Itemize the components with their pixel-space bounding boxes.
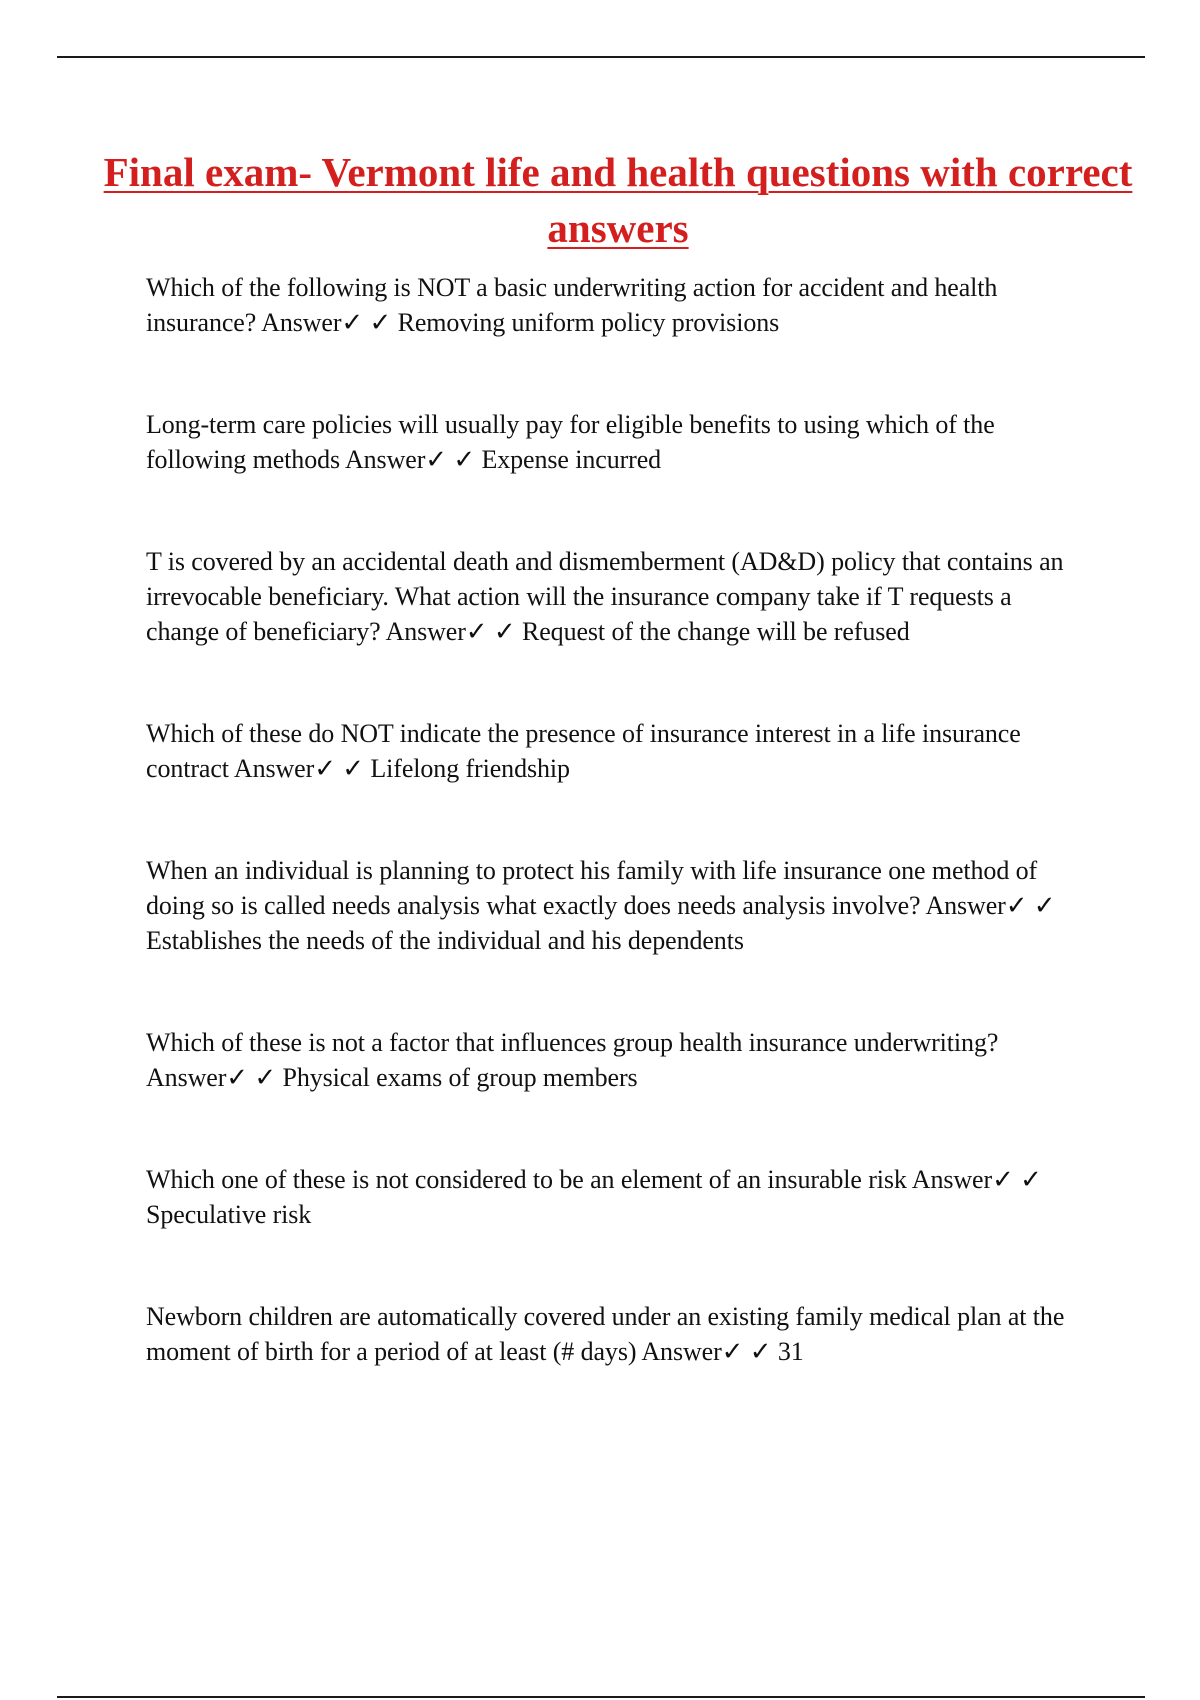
qa-item <box>146 1162 1091 1232</box>
question-text: Which of these is not a factor that influences group health insurance underwriting? <box>146 1028 999 1057</box>
check-marks-icon: ✓ ✓ <box>341 308 392 337</box>
answer-label: Answer <box>385 617 466 646</box>
document-title: Final exam- Vermont life and health questions with correct answers <box>103 149 1133 251</box>
question-text: T is covered by an accidental death and dismemberment (AD&D) policy that contains an irrevocable beneficiary. What action will the insurance company take if T requests a change of beneficiary? <box>146 547 1064 646</box>
qa-item <box>146 1299 1091 1369</box>
check-marks-icon: ✓ ✓ <box>1005 891 1056 920</box>
qa-item <box>146 270 1091 340</box>
answer-label: Answer <box>925 891 1006 920</box>
qa-item <box>146 544 1091 649</box>
answer-text: Physical exams of group members <box>282 1063 638 1092</box>
answer-label: Answer <box>344 445 426 474</box>
check-marks-icon: ✓ ✓ <box>314 754 364 783</box>
answer-text: Expense incurred <box>481 445 662 474</box>
question-text: Long-term care policies will usually pay for eligible benefits to using which of the following methods <box>146 410 995 474</box>
check-marks-icon: ✓ ✓ <box>721 1337 772 1366</box>
qa-item <box>146 853 1091 958</box>
question-text: Which of these do NOT indicate the presence of insurance interest in a life insurance contract <box>146 719 1021 783</box>
question-text: Newborn children are automatically covered under an existing family medical plan at the moment of birth for a period of at least (# days) <box>146 1302 1065 1366</box>
qa-item <box>146 407 1091 477</box>
question-text: Which of the following is NOT a basic underwriting action for accident and health insurance? <box>146 273 998 337</box>
answer-label: Answer <box>911 1165 993 1194</box>
check-marks-icon: ✓ ✓ <box>465 617 516 646</box>
answer-label: Answer <box>641 1337 722 1366</box>
answer-text: Lifelong friendship <box>370 754 570 783</box>
answer-label: Answer <box>146 1063 227 1092</box>
answer-text: Establishes the needs of the individual and his dependents <box>146 926 744 955</box>
check-marks-icon: ✓ ✓ <box>226 1063 277 1092</box>
bottom-rule <box>57 1696 1145 1698</box>
question-text: Which one of these is not considered to be an element of an insurable risk <box>146 1165 907 1194</box>
answer-text: Speculative risk <box>146 1200 312 1229</box>
question-list <box>146 270 1091 1436</box>
qa-item <box>146 716 1091 786</box>
check-marks-icon: ✓ ✓ <box>425 445 476 474</box>
qa-item <box>146 1025 1091 1095</box>
answer-label: Answer <box>233 754 315 783</box>
question-text: When an individual is planning to protect his family with life insurance one method of doing so is called needs analysis what exactly does needs analysis involve? <box>146 856 1038 920</box>
top-rule <box>57 56 1145 58</box>
answer-text: 31 <box>777 1337 804 1366</box>
answer-text: Removing uniform policy provisions <box>397 308 780 337</box>
answer-label: Answer <box>261 308 342 337</box>
answer-text: Request of the change will be refused <box>521 617 910 646</box>
check-marks-icon: ✓ ✓ <box>992 1165 1042 1194</box>
